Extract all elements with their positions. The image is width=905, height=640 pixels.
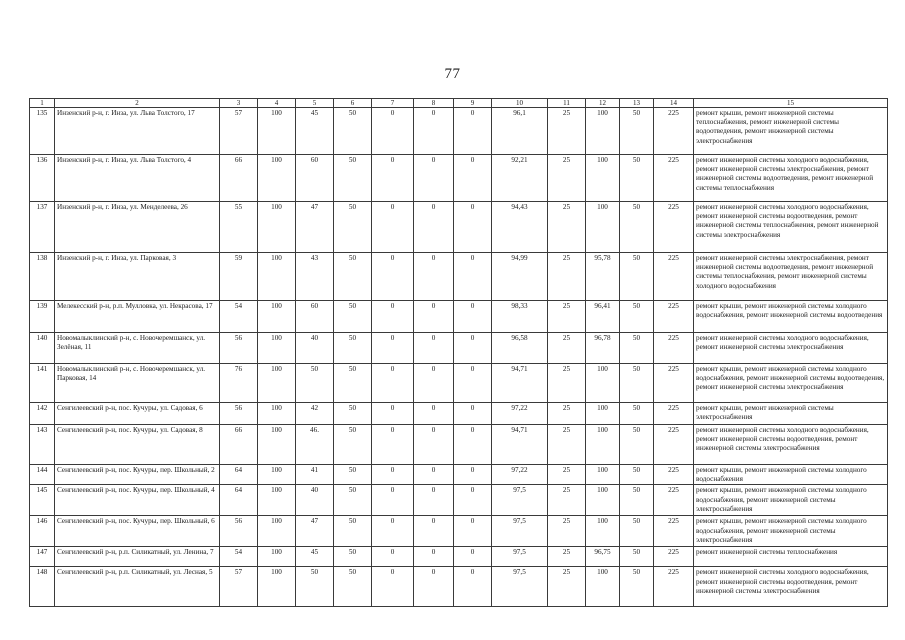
value-cell: 50	[620, 253, 654, 301]
work-types-cell: ремонт крыши, ремонт инженерной системы холодного водоснабжения, ремонт инженерной системы электроснабжения	[694, 516, 888, 547]
value-cell: 0	[414, 403, 454, 425]
value-cell: 0	[454, 425, 492, 465]
address-cell: Сенгилеевский р-н, пос. Кучуры, ул. Садовая, 8	[55, 425, 220, 465]
value-cell: 100	[586, 202, 620, 253]
table-row	[30, 155, 888, 202]
value-cell: 0	[372, 567, 414, 607]
value-cell: 225	[654, 403, 694, 425]
value-cell: 225	[654, 155, 694, 202]
value-cell: 225	[654, 253, 694, 301]
value-cell: 47	[296, 202, 334, 253]
table-row	[30, 403, 888, 425]
value-cell: 100	[258, 547, 296, 567]
value-cell: 25	[548, 364, 586, 403]
value-cell: 0	[454, 202, 492, 253]
value-cell: 0	[372, 547, 414, 567]
value-cell: 76	[220, 364, 258, 403]
value-cell: 40	[296, 333, 334, 364]
work-types-cell: ремонт инженерной системы теплоснабжения	[694, 547, 888, 567]
value-cell: 0	[414, 301, 454, 333]
value-cell: 25	[548, 485, 586, 516]
value-cell: 100	[258, 465, 296, 485]
value-cell: 0	[414, 465, 454, 485]
value-cell: 50	[620, 364, 654, 403]
value-cell: 50	[620, 567, 654, 607]
value-cell: 25	[548, 425, 586, 465]
value-cell: 100	[258, 301, 296, 333]
value-cell: 0	[454, 364, 492, 403]
value-cell: 25	[548, 253, 586, 301]
value-cell: 56	[220, 403, 258, 425]
value-cell: 97,5	[492, 567, 548, 607]
value-cell: 0	[454, 465, 492, 485]
work-types-cell: ремонт крыши, ремонт инженерной системы теплоснабжения, ремонт инженерной системы водоотведения, ремонт инженерной системы электроснабжения	[694, 108, 888, 155]
value-cell: 100	[258, 108, 296, 155]
value-cell: 100	[258, 364, 296, 403]
address-cell: Инзенский р-н, г. Инза, ул. Льва Толстого, 17	[55, 108, 220, 155]
column-header: 4	[258, 99, 296, 108]
value-cell: 0	[414, 155, 454, 202]
value-cell: 25	[548, 403, 586, 425]
value-cell: 100	[258, 403, 296, 425]
value-cell: 96,41	[586, 301, 620, 333]
value-cell: 50	[334, 485, 372, 516]
table-row	[30, 301, 888, 333]
value-cell: 45	[296, 547, 334, 567]
value-cell: 50	[334, 108, 372, 155]
value-cell: 0	[454, 403, 492, 425]
value-cell: 56	[220, 516, 258, 547]
value-cell: 25	[548, 202, 586, 253]
value-cell: 0	[372, 465, 414, 485]
value-cell: 225	[654, 202, 694, 253]
value-cell: 97,22	[492, 465, 548, 485]
table-row	[30, 108, 888, 155]
value-cell: 43	[296, 253, 334, 301]
value-cell: 92,21	[492, 155, 548, 202]
value-cell: 25	[548, 547, 586, 567]
value-cell: 66	[220, 155, 258, 202]
work-types-cell: ремонт крыши, ремонт инженерной системы электроснабжения	[694, 403, 888, 425]
value-cell: 41	[296, 465, 334, 485]
column-header: 14	[654, 99, 694, 108]
value-cell: 0	[372, 202, 414, 253]
value-cell: 0	[414, 253, 454, 301]
value-cell: 225	[654, 108, 694, 155]
row-number: 147	[30, 547, 55, 567]
column-header: 12	[586, 99, 620, 108]
value-cell: 50	[296, 567, 334, 607]
value-cell: 0	[414, 425, 454, 465]
work-types-cell: ремонт крыши, ремонт инженерной системы холодного водоснабжения, ремонт инженерной системы водоотведения, ремонт инженерной системы электроснабжения	[694, 364, 888, 403]
value-cell: 94,43	[492, 202, 548, 253]
column-header: 5	[296, 99, 334, 108]
header-row	[30, 99, 888, 108]
column-header: 15	[694, 99, 888, 108]
value-cell: 50	[334, 465, 372, 485]
value-cell: 0	[372, 253, 414, 301]
column-header: 8	[414, 99, 454, 108]
value-cell: 100	[586, 485, 620, 516]
value-cell: 0	[454, 567, 492, 607]
value-cell: 50	[334, 155, 372, 202]
value-cell: 225	[654, 364, 694, 403]
value-cell: 50	[334, 364, 372, 403]
work-types-cell: ремонт инженерной системы электроснабжения, ремонт инженерной системы водоотведения, ремонт инженерной системы теплоснабжения, ремонт инженерной системы холодного водоснабжения	[694, 253, 888, 301]
row-number: 138	[30, 253, 55, 301]
value-cell: 0	[372, 155, 414, 202]
table-row	[30, 202, 888, 253]
value-cell: 97,5	[492, 516, 548, 547]
value-cell: 25	[548, 301, 586, 333]
value-cell: 100	[258, 202, 296, 253]
value-cell: 50	[620, 333, 654, 364]
value-cell: 45	[296, 108, 334, 155]
value-cell: 47	[296, 516, 334, 547]
value-cell: 60	[296, 155, 334, 202]
value-cell: 0	[454, 253, 492, 301]
value-cell: 100	[258, 425, 296, 465]
value-cell: 97,5	[492, 485, 548, 516]
column-header: 6	[334, 99, 372, 108]
value-cell: 50	[620, 547, 654, 567]
value-cell: 96,75	[586, 547, 620, 567]
value-cell: 0	[414, 485, 454, 516]
value-cell: 25	[548, 155, 586, 202]
value-cell: 100	[258, 516, 296, 547]
table-row	[30, 485, 888, 516]
value-cell: 0	[372, 485, 414, 516]
value-cell: 100	[258, 253, 296, 301]
work-types-cell: ремонт инженерной системы холодного водоснабжения, ремонт инженерной системы водоотведения, ремонт инженерной системы электроснабжения	[694, 567, 888, 607]
value-cell: 94,71	[492, 425, 548, 465]
column-header: 10	[492, 99, 548, 108]
column-header: 3	[220, 99, 258, 108]
value-cell: 0	[414, 202, 454, 253]
value-cell: 100	[258, 155, 296, 202]
table-row	[30, 425, 888, 465]
row-number: 148	[30, 567, 55, 607]
value-cell: 50	[334, 516, 372, 547]
row-number: 137	[30, 202, 55, 253]
value-cell: 100	[586, 567, 620, 607]
value-cell: 0	[454, 485, 492, 516]
value-cell: 0	[414, 516, 454, 547]
value-cell: 0	[454, 333, 492, 364]
address-cell: Сенгилеевский р-н, р.п. Силикатный, ул. Ленина, 7	[55, 547, 220, 567]
row-number: 144	[30, 465, 55, 485]
value-cell: 100	[258, 333, 296, 364]
value-cell: 50	[334, 425, 372, 465]
address-cell: Сенгилеевский р-н, р.п. Силикатный, ул. Лесная, 5	[55, 567, 220, 607]
value-cell: 96,1	[492, 108, 548, 155]
value-cell: 50	[334, 253, 372, 301]
value-cell: 50	[334, 202, 372, 253]
value-cell: 25	[548, 465, 586, 485]
value-cell: 0	[454, 155, 492, 202]
address-cell: Сенгилеевский р-н, пос. Кучуры, пер. Школьный, 6	[55, 516, 220, 547]
table-body	[30, 108, 888, 607]
table-row	[30, 364, 888, 403]
page-number: 77	[444, 66, 461, 82]
value-cell: 0	[454, 301, 492, 333]
value-cell: 0	[372, 403, 414, 425]
value-cell: 50	[334, 403, 372, 425]
value-cell: 0	[454, 108, 492, 155]
value-cell: 225	[654, 547, 694, 567]
value-cell: 57	[220, 108, 258, 155]
value-cell: 100	[586, 425, 620, 465]
value-cell: 0	[372, 364, 414, 403]
address-cell: Сенгилеевский р-н, пос. Кучуры, пер. Школьный, 2	[55, 465, 220, 485]
value-cell: 100	[586, 155, 620, 202]
value-cell: 0	[414, 333, 454, 364]
value-cell: 50	[620, 485, 654, 516]
address-cell: Новомалыклинский р-н, с. Новочеремшанск, ул. Зелёная, 11	[55, 333, 220, 364]
value-cell: 42	[296, 403, 334, 425]
value-cell: 0	[414, 108, 454, 155]
work-types-cell: ремонт инженерной системы холодного водоснабжения, ремонт инженерной системы электроснабжения, ремонт инженерной системы водоотведения, ремонт инженерной системы теплоснабжения	[694, 155, 888, 202]
value-cell: 50	[334, 547, 372, 567]
value-cell: 25	[548, 516, 586, 547]
value-cell: 0	[414, 547, 454, 567]
row-number: 140	[30, 333, 55, 364]
value-cell: 98,33	[492, 301, 548, 333]
row-number: 146	[30, 516, 55, 547]
value-cell: 0	[372, 333, 414, 364]
row-number: 142	[30, 403, 55, 425]
value-cell: 100	[586, 403, 620, 425]
value-cell: 97,5	[492, 547, 548, 567]
value-cell: 100	[586, 516, 620, 547]
work-types-cell: ремонт крыши, ремонт инженерной системы холодного водоснабжения	[694, 465, 888, 485]
table-row	[30, 253, 888, 301]
value-cell: 59	[220, 253, 258, 301]
value-cell: 25	[548, 567, 586, 607]
value-cell: 0	[414, 364, 454, 403]
value-cell: 100	[586, 364, 620, 403]
value-cell: 50	[620, 301, 654, 333]
value-cell: 225	[654, 567, 694, 607]
value-cell: 225	[654, 516, 694, 547]
value-cell: 66	[220, 425, 258, 465]
value-cell: 50	[620, 202, 654, 253]
value-cell: 94,99	[492, 253, 548, 301]
value-cell: 225	[654, 485, 694, 516]
value-cell: 225	[654, 333, 694, 364]
work-types-cell: ремонт крыши, ремонт инженерной системы холодного водоснабжения, ремонт инженерной системы электроснабжения	[694, 485, 888, 516]
work-types-cell: ремонт инженерной системы холодного водоснабжения, ремонт инженерной системы водоотведения, ремонт инженерной системы теплоснабжения, ремонт инженерной системы электроснабжения	[694, 202, 888, 253]
value-cell: 0	[414, 567, 454, 607]
value-cell: 54	[220, 301, 258, 333]
address-cell: Мелекесский р-н, р.п. Мулловка, ул. Некрасова, 17	[55, 301, 220, 333]
value-cell: 50	[296, 364, 334, 403]
value-cell: 50	[334, 333, 372, 364]
row-number: 136	[30, 155, 55, 202]
column-header: 1	[30, 99, 55, 108]
column-header: 13	[620, 99, 654, 108]
repair-table	[29, 98, 888, 607]
column-header: 2	[55, 99, 220, 108]
value-cell: 96,58	[492, 333, 548, 364]
value-cell: 50	[620, 465, 654, 485]
work-types-cell: ремонт крыши, ремонт инженерной системы холодного водоснабжения, ремонт инженерной системы водоотведения	[694, 301, 888, 333]
value-cell: 225	[654, 425, 694, 465]
value-cell: 60	[296, 301, 334, 333]
value-cell: 0	[454, 516, 492, 547]
value-cell: 56	[220, 333, 258, 364]
value-cell: 50	[620, 425, 654, 465]
value-cell: 100	[586, 465, 620, 485]
value-cell: 0	[372, 425, 414, 465]
address-cell: Новомалыклинский р-н, с. Новочеремшанск, ул. Парковая, 14	[55, 364, 220, 403]
table-row	[30, 567, 888, 607]
value-cell: 50	[620, 403, 654, 425]
value-cell: 0	[372, 516, 414, 547]
value-cell: 55	[220, 202, 258, 253]
table-row	[30, 516, 888, 547]
value-cell: 0	[372, 108, 414, 155]
address-cell: Сенгилеевский р-н, пос. Кучуры, пер. Школьный, 4	[55, 485, 220, 516]
value-cell: 25	[548, 108, 586, 155]
column-header: 11	[548, 99, 586, 108]
value-cell: 25	[548, 333, 586, 364]
row-number: 135	[30, 108, 55, 155]
value-cell: 57	[220, 567, 258, 607]
value-cell: 94,71	[492, 364, 548, 403]
value-cell: 50	[334, 567, 372, 607]
value-cell: 46.	[296, 425, 334, 465]
address-cell: Инзенский р-н, г. Инза, ул. Льва Толстого, 4	[55, 155, 220, 202]
value-cell: 50	[620, 516, 654, 547]
row-number: 145	[30, 485, 55, 516]
value-cell: 100	[586, 108, 620, 155]
work-types-cell: ремонт инженерной системы холодного водоснабжения, ремонт инженерной системы водоотведения, ремонт инженерной системы электроснабжения	[694, 425, 888, 465]
value-cell: 64	[220, 485, 258, 516]
address-cell: Сенгилеевский р-н, пос. Кучуры, ул. Садовая, 6	[55, 403, 220, 425]
value-cell: 225	[654, 301, 694, 333]
address-cell: Инзенский р-н, г. Инза, ул. Парковая, 3	[55, 253, 220, 301]
value-cell: 0	[372, 301, 414, 333]
value-cell: 97,22	[492, 403, 548, 425]
value-cell: 50	[334, 301, 372, 333]
value-cell: 40	[296, 485, 334, 516]
table-row	[30, 465, 888, 485]
value-cell: 95,78	[586, 253, 620, 301]
row-number: 141	[30, 364, 55, 403]
column-header: 7	[372, 99, 414, 108]
value-cell: 96,78	[586, 333, 620, 364]
work-types-cell: ремонт инженерной системы холодного водоснабжения, ремонт инженерной системы электроснабжения	[694, 333, 888, 364]
address-cell: Инзенский р-н, г. Инза, ул. Менделеева, 26	[55, 202, 220, 253]
table-row	[30, 333, 888, 364]
value-cell: 64	[220, 465, 258, 485]
value-cell: 50	[620, 108, 654, 155]
value-cell: 50	[620, 155, 654, 202]
value-cell: 225	[654, 465, 694, 485]
value-cell: 100	[258, 485, 296, 516]
value-cell: 100	[258, 567, 296, 607]
row-number: 143	[30, 425, 55, 465]
value-cell: 0	[454, 547, 492, 567]
value-cell: 54	[220, 547, 258, 567]
column-header: 9	[454, 99, 492, 108]
row-number: 139	[30, 301, 55, 333]
table-row	[30, 547, 888, 567]
